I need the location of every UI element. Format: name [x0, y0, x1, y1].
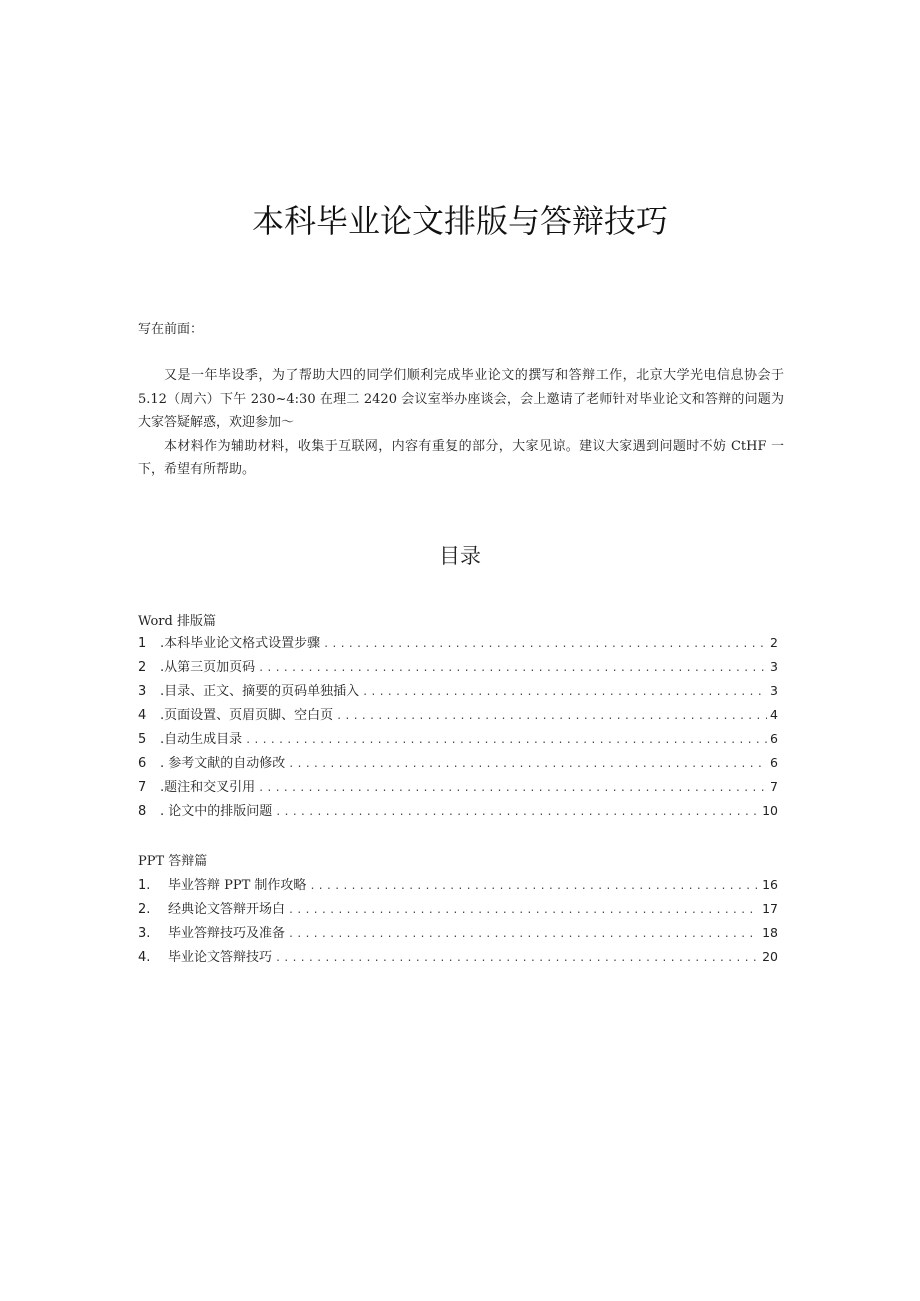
- toc-entry[interactable]: [138, 874, 778, 898]
- toc-dot-leader: [362, 687, 767, 698]
- toc-entry[interactable]: [138, 680, 778, 704]
- toc-entry-label: 毕业答辩技巧及准备: [168, 926, 286, 941]
- toc-dot-leader: [288, 929, 759, 940]
- toc-entry[interactable]: [138, 946, 778, 970]
- toc-entry-page: 2: [770, 635, 778, 650]
- toc-section-word-title: Word 排版篇: [138, 614, 216, 629]
- toc-dot-leader: [323, 639, 767, 650]
- toc-entry-number: 4.: [138, 950, 151, 965]
- toc-entry-page: 4: [770, 707, 778, 722]
- toc-entry-page: 10: [762, 803, 778, 818]
- toc-entry-page: 3: [770, 659, 778, 674]
- toc-entry[interactable]: [138, 922, 778, 946]
- toc-entry-number: 7: [138, 780, 147, 795]
- toc-entry-label: . 参考文献的自动修改: [160, 756, 286, 771]
- toc-entry-number: 3.: [138, 926, 151, 941]
- toc-entry-label: 经典论文答辩开场白: [168, 902, 286, 917]
- toc-entry-label: .目录、正文、摘要的页码单独插入: [160, 684, 360, 699]
- preface-paragraph: 本材料作为辅助材料，收集于互联网，内容有重复的部分，大家见谅。建议大家遇到问题时不妨 CtHF 一下，希望有所帮助。: [138, 438, 784, 477]
- toc-list-ppt: [138, 874, 778, 970]
- toc-entry[interactable]: [138, 656, 778, 680]
- toc-list-word: [138, 632, 778, 824]
- toc-entry[interactable]: [138, 898, 778, 922]
- toc-entry-page: 20: [762, 949, 778, 964]
- toc-entry-number: 8: [138, 804, 147, 819]
- toc-entry[interactable]: [138, 776, 778, 800]
- toc-entry[interactable]: [138, 704, 778, 728]
- toc-dot-leader: [245, 735, 767, 746]
- toc-entry-page: 3: [770, 683, 778, 698]
- preface-paragraph: 又是一年毕设季，为了帮助大四的同学们顺利完成毕业论文的撰写和答辩工作，北京大学光电信息协会于 5.12（周六）下午 230~4:30 在理二 2420 会议室举办座谈会，会上邀请了老师针对毕业论文和答辩的问题为大家答疑解惑，欢迎参加～: [138, 368, 784, 430]
- toc-dot-leader: [288, 905, 759, 916]
- toc-dot-leader: [275, 807, 759, 818]
- toc-entry-number: 2: [138, 660, 147, 675]
- toc-entry-number: 1.: [138, 878, 151, 893]
- toc-entry-page: 6: [770, 755, 778, 770]
- toc-dot-leader: [309, 881, 759, 892]
- toc-entry-label: 毕业论文答辩技巧: [168, 950, 273, 965]
- toc-entry-page: 7: [770, 779, 778, 794]
- toc-entry-page: 17: [762, 901, 778, 916]
- toc-entry-page: 16: [762, 877, 778, 892]
- toc-dot-leader: [288, 759, 767, 770]
- toc-entry[interactable]: [138, 632, 778, 656]
- toc-dot-leader: [275, 953, 759, 964]
- preface-heading: 写在前面：: [138, 322, 204, 337]
- toc-entry-label: .自动生成目录: [160, 732, 243, 747]
- toc-entry-number: 6: [138, 756, 147, 771]
- toc-section-ppt-title: PPT 答辩篇: [138, 854, 208, 869]
- toc-entry[interactable]: [138, 800, 778, 824]
- toc-entry-number: 5: [138, 732, 147, 747]
- toc-dot-leader: [258, 663, 767, 674]
- toc-entry-label: . 论文中的排版问题: [160, 804, 273, 819]
- preface-body: [138, 364, 784, 482]
- toc-entry-label: .从第三页加页码: [160, 660, 256, 675]
- toc-dot-leader: [336, 711, 767, 722]
- toc-entry-number: 1: [138, 636, 147, 651]
- toc-entry-page: 6: [770, 731, 778, 746]
- toc-entry-number: 2.: [138, 902, 151, 917]
- toc-entry-number: 4: [138, 708, 147, 723]
- toc-entry-label: .页面设置、页眉页脚、空白页: [160, 708, 334, 723]
- toc-entry-label: .题注和交叉引用: [160, 780, 256, 795]
- toc-entry-label: 毕业答辩 PPT 制作攻略: [168, 878, 307, 893]
- document-title: 本科毕业论文排版与答辩技巧: [251, 202, 668, 240]
- toc-entry-page: 18: [762, 925, 778, 940]
- toc-entry[interactable]: [138, 752, 778, 776]
- toc-entry[interactable]: [138, 728, 778, 752]
- toc-entry-number: 3: [138, 684, 147, 699]
- toc-entry-label: .本科毕业论文格式设置步骤: [160, 636, 321, 651]
- toc-dot-leader: [258, 783, 767, 794]
- toc-heading: 目录: [439, 544, 481, 568]
